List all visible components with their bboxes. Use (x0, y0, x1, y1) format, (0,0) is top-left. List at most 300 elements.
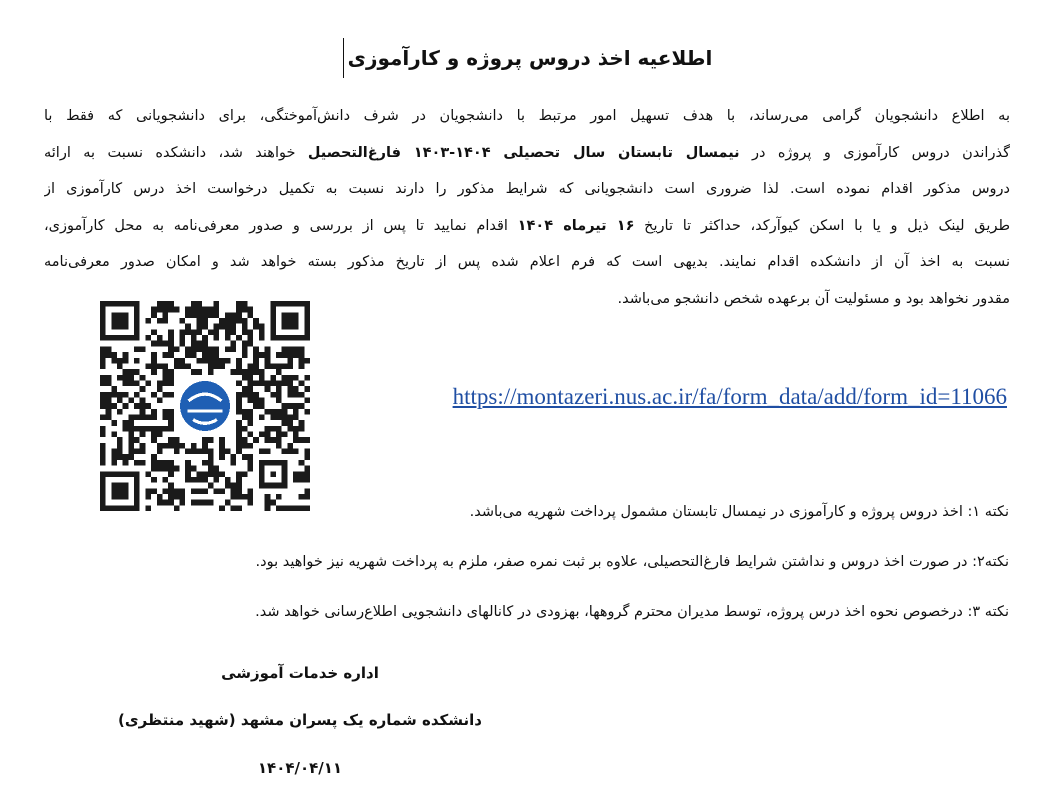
qr-module (140, 386, 146, 392)
qr-module (248, 432, 254, 438)
qr-module (106, 375, 112, 381)
deadline-highlight: ۱۶ تیرماه ۱۴۰۴ (517, 217, 635, 234)
qr-module (287, 386, 293, 392)
qr-module (253, 380, 259, 386)
qr-module (236, 483, 242, 489)
qr-module (151, 312, 157, 318)
qr-module (248, 415, 254, 421)
qr-module (265, 437, 271, 443)
qr-module (299, 352, 305, 358)
qr-module (111, 454, 117, 460)
qr-module (265, 346, 271, 352)
body-line-4-a: طریق لینک ذیل و یا با اسکن کیوآرکد، حداکثر تا تاریخ (634, 217, 1010, 234)
qr-module (242, 443, 248, 449)
qr-module (111, 392, 117, 398)
qr-module (168, 471, 174, 477)
qr-module (157, 500, 163, 506)
qr-module (151, 477, 157, 483)
qr-module (276, 443, 282, 449)
qr-module (248, 386, 254, 392)
qr-module (185, 346, 191, 352)
qr-module (168, 415, 174, 421)
qr-module (162, 460, 168, 466)
qr-module (248, 329, 254, 335)
qr-module (208, 500, 214, 506)
qr-module (168, 494, 174, 500)
qr-module (287, 380, 293, 386)
qr-module (231, 483, 237, 489)
qr-module (168, 352, 174, 358)
qr-module (191, 329, 197, 335)
qr-module (191, 301, 197, 307)
announcement-title: اطلاعیه اخذ دروس پروژه و کارآموزی (343, 38, 713, 78)
qr-module (196, 358, 202, 364)
qr-module (236, 505, 242, 511)
qr-module (253, 369, 259, 375)
qr-module (299, 358, 305, 364)
qr-module (236, 312, 242, 318)
qr-module (168, 380, 174, 386)
qr-module (111, 352, 117, 358)
qr-module (162, 352, 168, 358)
qr-module (287, 392, 293, 398)
qr-module (248, 335, 254, 341)
qr-module (162, 312, 168, 318)
qr-module (248, 443, 254, 449)
qr-module (151, 307, 157, 313)
qr-module (117, 437, 123, 443)
qr-module (174, 358, 180, 364)
qr-module (270, 409, 276, 415)
qr-module (123, 380, 129, 386)
qr-module (202, 477, 208, 483)
qr-module (208, 329, 214, 335)
qr-module (282, 505, 288, 511)
qr-module (202, 307, 208, 313)
qr-module (259, 432, 265, 438)
qr-module (174, 363, 180, 369)
qr-module (231, 454, 237, 460)
qr-module (134, 369, 140, 375)
qr-module (157, 335, 163, 341)
qr-module (219, 358, 225, 364)
qr-module (293, 403, 299, 409)
title-wrap (0, 38, 1055, 78)
qr-module (100, 449, 106, 455)
qr-module (248, 380, 254, 386)
announcement-body (44, 98, 1010, 317)
qr-module (162, 443, 168, 449)
form-link[interactable]: https://montazeri.nus.ac.ir/fa/form_data/add/form_id=11066 (452, 384, 1007, 409)
qr-module (208, 466, 214, 472)
qr-module (196, 312, 202, 318)
qr-module (248, 494, 254, 500)
qr-module (214, 466, 220, 472)
qr-module (265, 500, 271, 506)
qr-module (214, 358, 220, 364)
qr-module (140, 415, 146, 421)
qr-module (151, 329, 157, 335)
qr-module (179, 341, 185, 347)
qr-module (106, 409, 112, 415)
qr-module (276, 415, 282, 421)
qr-module (185, 324, 191, 330)
qr-module (225, 483, 231, 489)
qr-module (191, 477, 197, 483)
qr-module (304, 437, 310, 443)
qr-module (293, 432, 299, 438)
qr-module (140, 375, 146, 381)
qr-module (128, 454, 134, 460)
qr-module (304, 397, 310, 403)
body-line-4-c: اقدام نمایید تا پس از بررسی و صدور معرفی‌نامه به محل کارآموزی، (44, 217, 518, 234)
qr-module (282, 420, 288, 426)
qr-module (140, 460, 146, 466)
qr-module (100, 352, 106, 358)
qr-module (236, 358, 242, 364)
qr-module (202, 324, 208, 330)
qr-module (214, 346, 220, 352)
qr-module (191, 312, 197, 318)
qr-module (151, 409, 157, 415)
qr-module (151, 341, 157, 347)
qr-module (168, 329, 174, 335)
qr-module (128, 420, 134, 426)
qr-module (299, 505, 305, 511)
qr-module (225, 500, 231, 506)
qr-module (253, 437, 259, 443)
qr-module (191, 307, 197, 313)
qr-module (293, 437, 299, 443)
qr-module (145, 471, 151, 477)
qr-module (117, 392, 123, 398)
qr-module (162, 363, 168, 369)
qr-module (151, 369, 157, 375)
qr-module (304, 466, 310, 472)
qr-module (293, 352, 299, 358)
note-2: نکته۲: در صورت اخذ دروس و نداشتن شرایط فارغ‌التحصیلی، علاوه بر ثبت نمره صفر، ملزم به پرداخت شهریه نیز خواهید بود. (255, 554, 1009, 570)
qr-module (134, 403, 140, 409)
qr-module (134, 415, 140, 421)
qr-module (128, 443, 134, 449)
qr-module (208, 454, 214, 460)
qr-module (248, 375, 254, 381)
qr-module (208, 449, 214, 455)
qr-module (282, 380, 288, 386)
qr-module (151, 437, 157, 443)
qr-module (106, 392, 112, 398)
qr-module (282, 432, 288, 438)
qr-module (111, 420, 117, 426)
qr-module (111, 403, 117, 409)
qr-module (162, 415, 168, 421)
qr-module (106, 352, 112, 358)
qr-module (134, 449, 140, 455)
qr-module (196, 301, 202, 307)
qr-module (128, 437, 134, 443)
qr-module (276, 409, 282, 415)
qr-module (100, 443, 106, 449)
qr-module (191, 335, 197, 341)
qr-module (242, 454, 248, 460)
qr-module (168, 466, 174, 472)
qr-module (293, 477, 299, 483)
qr-module (265, 432, 271, 438)
qr-module (265, 505, 271, 511)
qr-module (185, 460, 191, 466)
qr-module (157, 432, 163, 438)
qr-module (287, 352, 293, 358)
qr-module (202, 460, 208, 466)
qr-module (174, 494, 180, 500)
qr-module (293, 426, 299, 432)
note-1: نکته ۱: اخذ دروس پروژه و کارآموزی در نیمسال تابستان مشمول پرداخت شهریه می‌باشد. (469, 504, 1009, 520)
qr-module (219, 505, 225, 511)
qr-module (242, 386, 248, 392)
qr-module (214, 312, 220, 318)
qr-module (151, 488, 157, 494)
qr-module (265, 358, 271, 364)
qr-module (265, 352, 271, 358)
qr-module (162, 307, 168, 313)
qr-module (253, 392, 259, 398)
qr-module (140, 449, 146, 455)
qr-module (196, 318, 202, 324)
qr-module (236, 432, 242, 438)
qr-module (242, 301, 248, 307)
qr-module (202, 471, 208, 477)
qr-module (179, 494, 185, 500)
qr-module (196, 449, 202, 455)
qr-module (151, 426, 157, 432)
qr-module (270, 363, 276, 369)
qr-module (134, 358, 140, 364)
qr-module (287, 449, 293, 455)
qr-module (151, 432, 157, 438)
qr-module (242, 341, 248, 347)
qr-module (276, 352, 282, 358)
qr-module (304, 471, 310, 477)
qr-module (202, 318, 208, 324)
qr-module (270, 437, 276, 443)
qr-module (287, 403, 293, 409)
qr-module (208, 369, 214, 375)
qr-module (185, 329, 191, 335)
qr-module (276, 437, 282, 443)
qr-module (106, 397, 112, 403)
qr-module (162, 466, 168, 472)
qr-module (276, 432, 282, 438)
qr-code[interactable] (100, 300, 310, 512)
qr-module (145, 380, 151, 386)
qr-module (123, 426, 129, 432)
qr-module (191, 488, 197, 494)
qr-module (140, 426, 146, 432)
qr-module (293, 409, 299, 415)
qr-module (145, 403, 151, 409)
qr-module (304, 454, 310, 460)
qr-module (162, 409, 168, 415)
qr-module (162, 369, 168, 375)
qr-module (196, 341, 202, 347)
qr-module (242, 324, 248, 330)
qr-module (106, 415, 112, 421)
qr-module (117, 449, 123, 455)
qr-module (231, 324, 237, 330)
qr-module (259, 335, 265, 341)
qr-module (123, 460, 129, 466)
qr-module (100, 358, 106, 364)
qr-module (248, 307, 254, 313)
qr-module (162, 477, 168, 483)
qr-module (304, 488, 310, 494)
qr-module (100, 380, 106, 386)
qr-module (168, 301, 174, 307)
qr-module (214, 471, 220, 477)
qr-module (208, 346, 214, 352)
qr-module (236, 397, 242, 403)
qr-module (151, 392, 157, 398)
qr-module (185, 352, 191, 358)
body-line-4 (44, 208, 1010, 245)
qr-module (111, 432, 117, 438)
qr-module (157, 307, 163, 313)
qr-module (265, 380, 271, 386)
qr-module (276, 369, 282, 375)
qr-module (225, 449, 231, 455)
qr-module (253, 363, 259, 369)
qr-module (276, 392, 282, 398)
qr-module (162, 488, 168, 494)
qr-module (293, 415, 299, 421)
qr-module (236, 449, 242, 455)
qr-module (168, 341, 174, 347)
qr-module (248, 341, 254, 347)
qr-module (196, 307, 202, 313)
qr-module (185, 471, 191, 477)
qr-module (304, 358, 310, 364)
qr-module (117, 397, 123, 403)
qr-module (174, 437, 180, 443)
signature-date: ۱۴۰۴/۰۴/۱۱ (257, 759, 343, 777)
qr-module (134, 437, 140, 443)
qr-module (231, 346, 237, 352)
qr-module (236, 380, 242, 386)
qr-module (128, 415, 134, 421)
qr-module (265, 386, 271, 392)
qr-module (282, 375, 288, 381)
qr-module (242, 375, 248, 381)
qr-module (157, 318, 163, 324)
qr-module (287, 443, 293, 449)
qr-module (168, 500, 174, 506)
qr-module (248, 363, 254, 369)
qr-module (174, 488, 180, 494)
qr-module (236, 437, 242, 443)
qr-module (293, 346, 299, 352)
qr-module (270, 426, 276, 432)
qr-module (248, 466, 254, 472)
qr-module (196, 488, 202, 494)
qr-module (168, 488, 174, 494)
qr-module (151, 352, 157, 358)
qr-module (134, 460, 140, 466)
qr-module (242, 494, 248, 500)
qr-module (219, 318, 225, 324)
qr-module (259, 352, 265, 358)
qr-module (236, 420, 242, 426)
qr-module (202, 449, 208, 455)
qr-module (196, 329, 202, 335)
qr-module (111, 358, 117, 364)
qr-module (145, 488, 151, 494)
qr-module (225, 346, 231, 352)
qr-module (236, 301, 242, 307)
qr-module (231, 494, 237, 500)
qr-module (174, 505, 180, 511)
qr-module (157, 341, 163, 347)
qr-module (259, 415, 265, 421)
qr-module (259, 397, 265, 403)
qr-module (270, 380, 276, 386)
qr-module (253, 352, 259, 358)
qr-module (134, 426, 140, 432)
qr-module (270, 392, 276, 398)
qr-module (299, 426, 305, 432)
qr-module (236, 494, 242, 500)
qr-module (168, 346, 174, 352)
qr-module (100, 375, 106, 381)
qr-module (299, 494, 305, 500)
qr-module (168, 426, 174, 432)
qr-module (219, 437, 225, 443)
qr-module (202, 437, 208, 443)
qr-module (162, 380, 168, 386)
qr-module (208, 312, 214, 318)
qr-module (265, 409, 271, 415)
qr-module (242, 318, 248, 324)
qr-module (287, 420, 293, 426)
qr-module (162, 301, 168, 307)
qr-module (123, 392, 129, 398)
qr-module (106, 346, 112, 352)
qr-module (214, 329, 220, 335)
body-line-2 (44, 135, 1010, 172)
qr-module (196, 471, 202, 477)
qr-module (231, 460, 237, 466)
qr-module (123, 403, 129, 409)
qr-module (202, 335, 208, 341)
qr-module (282, 449, 288, 455)
qr-module (202, 341, 208, 347)
qr-module (236, 392, 242, 398)
qr-module (219, 488, 225, 494)
qr-module (293, 392, 299, 398)
qr-module (168, 392, 174, 398)
qr-module (242, 426, 248, 432)
qr-module (276, 426, 282, 432)
qr-module (123, 375, 129, 381)
qr-module (174, 443, 180, 449)
qr-module (123, 420, 129, 426)
qr-module (299, 363, 305, 369)
qr-module (219, 449, 225, 455)
qr-module (282, 352, 288, 358)
qr-module (208, 471, 214, 477)
qr-module (196, 369, 202, 375)
qr-module (299, 380, 305, 386)
qr-module (287, 363, 293, 369)
